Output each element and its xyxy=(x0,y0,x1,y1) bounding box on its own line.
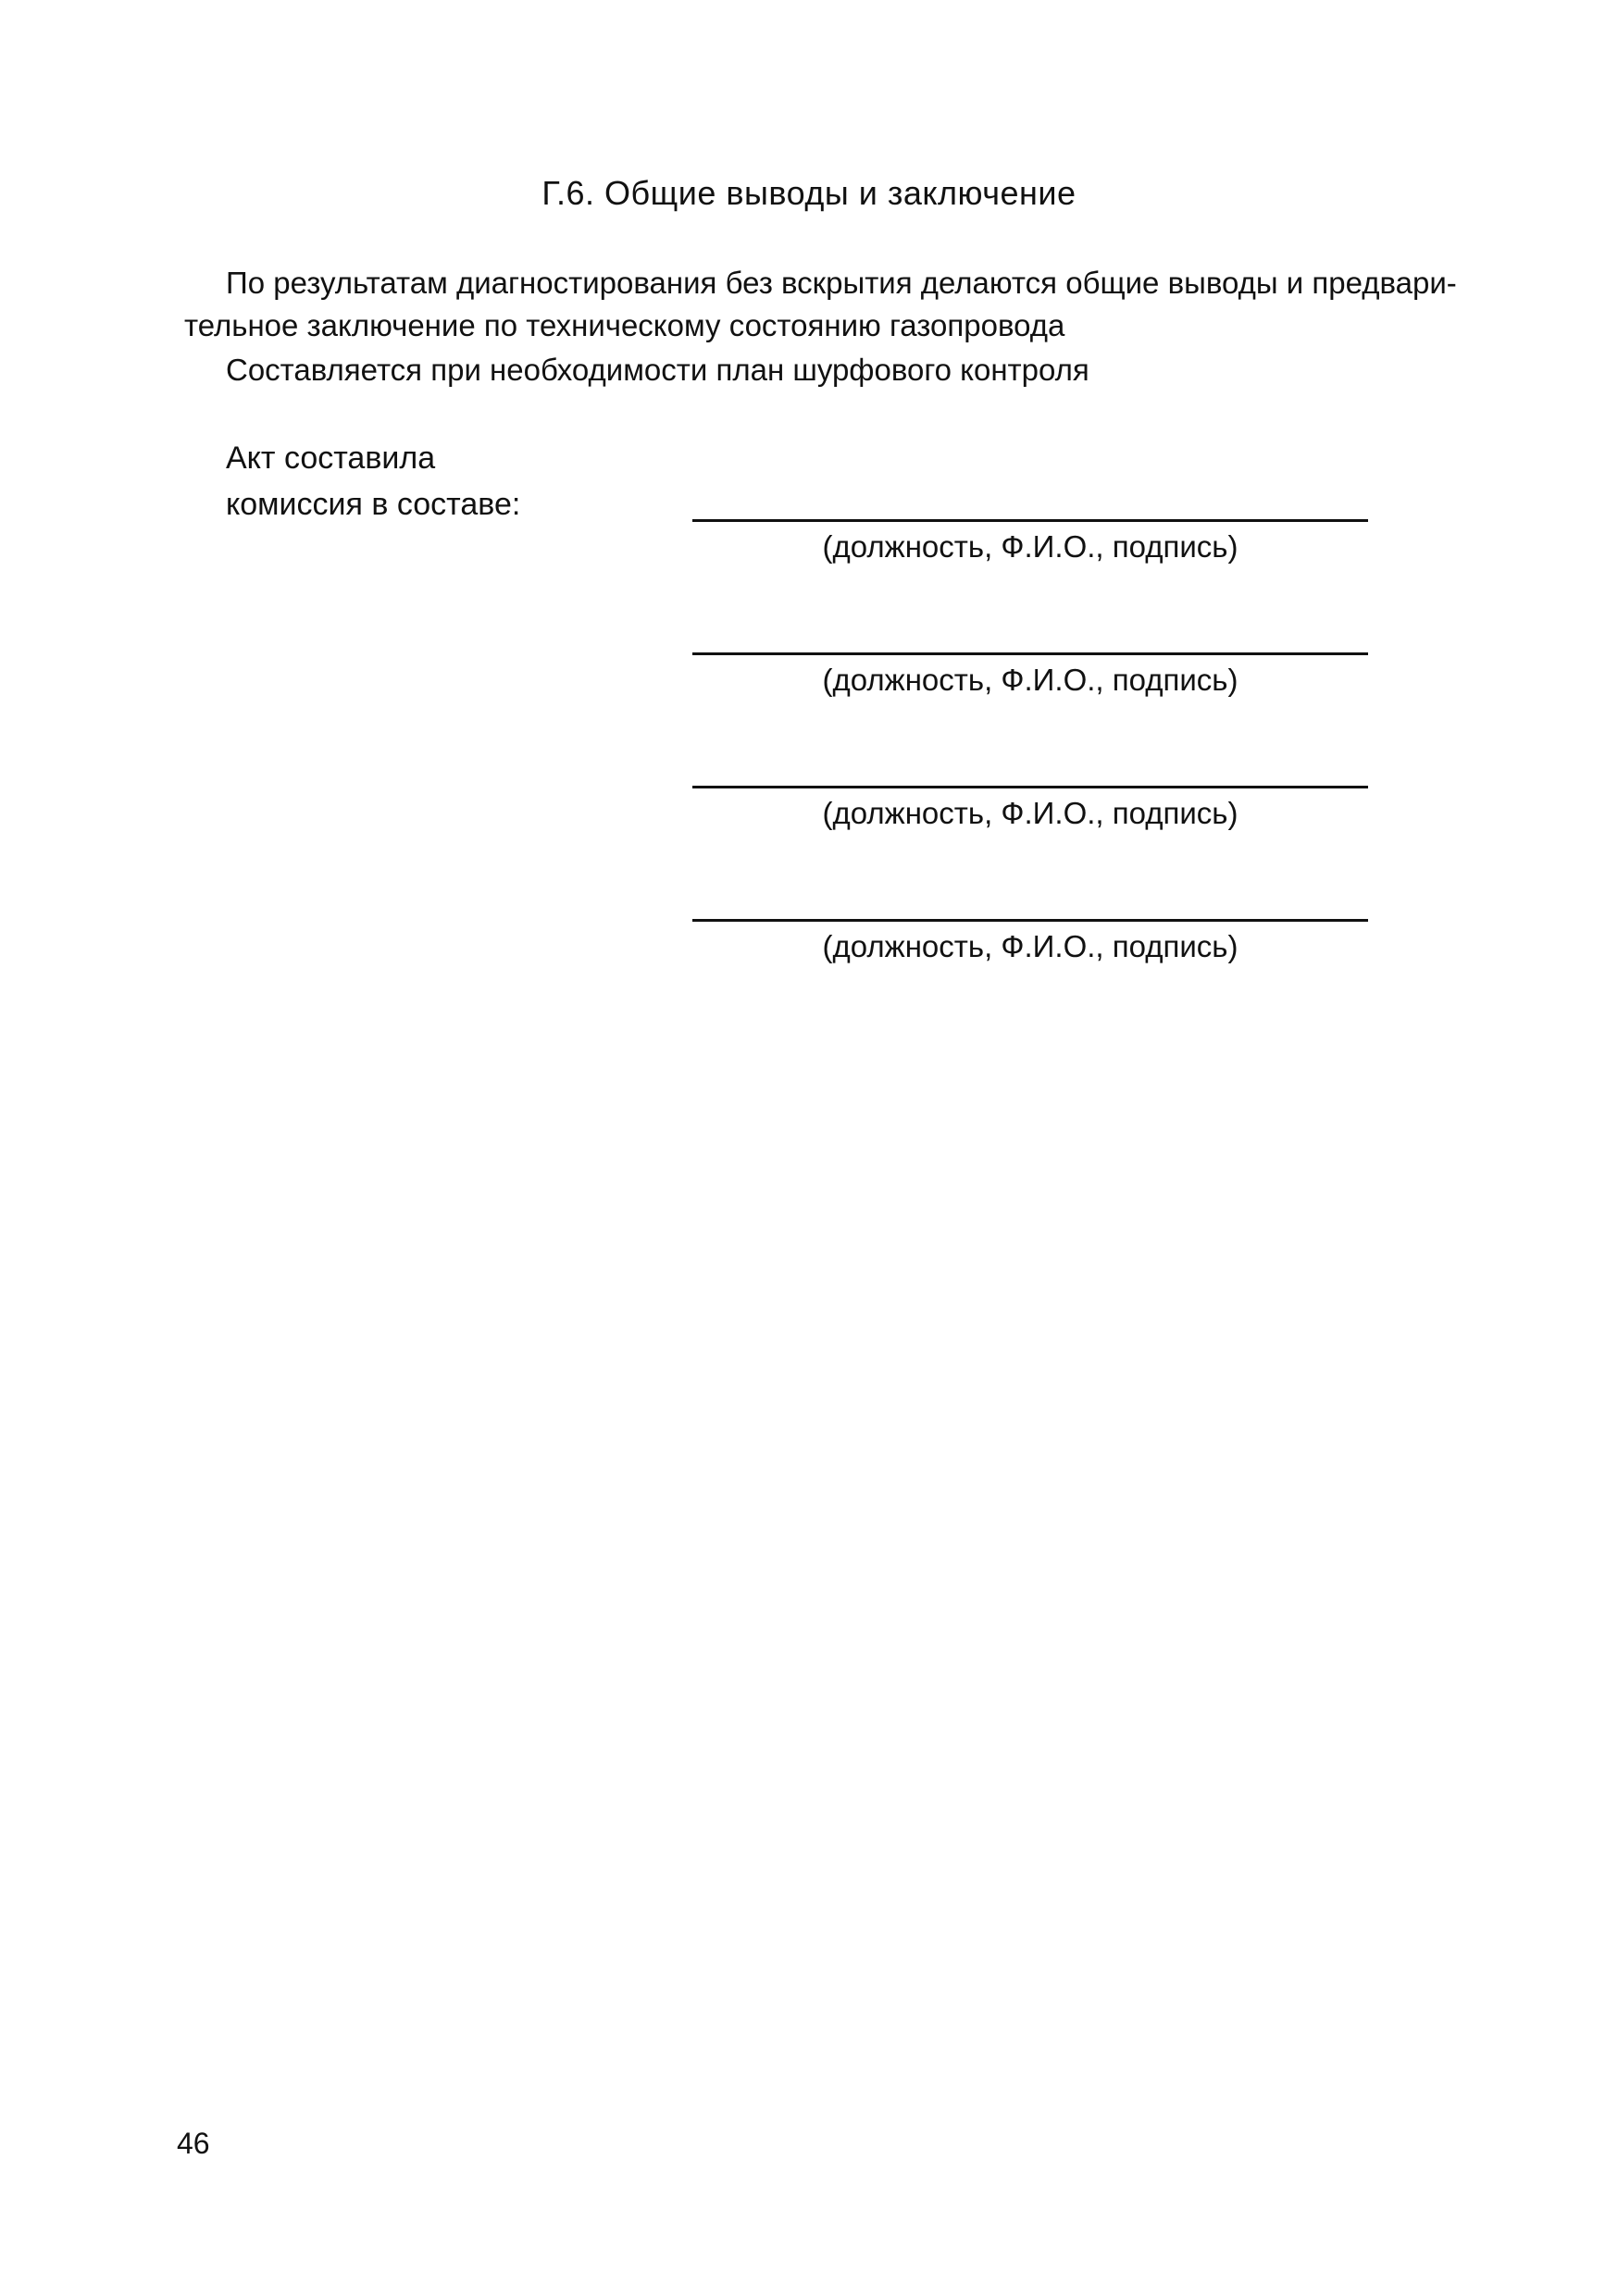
commission-label-line-1: Акт составила xyxy=(226,441,436,476)
signature-line-1 xyxy=(692,519,1368,522)
signature-caption-1: (должность, Ф.И.О., подпись) xyxy=(822,529,1238,564)
commission-label-line-2: комиссия в составе: xyxy=(226,487,521,522)
signature-caption-4: (должность, Ф.И.О., подпись) xyxy=(822,929,1238,963)
signature-line-2 xyxy=(692,652,1368,655)
page-number: 46 xyxy=(177,2127,210,2160)
signature-line-3 xyxy=(692,786,1368,788)
signature-line-4 xyxy=(692,919,1368,922)
section-title: Г.6. Общие выводы и заключение xyxy=(541,174,1077,212)
paragraph-1-line-2: тельное заключение по техническому состоянию газопровода xyxy=(184,308,1065,342)
signature-caption-2: (должность, Ф.И.О., подпись) xyxy=(822,663,1238,697)
paragraph-2: Составляется при необходимости план шурфового контроля xyxy=(226,353,1089,387)
paragraph-1-line-1: По результатам диагностирования без вскрытия делаются общие выводы и предвари- xyxy=(226,266,1457,300)
signature-caption-3: (должность, Ф.И.О., подпись) xyxy=(822,796,1238,830)
